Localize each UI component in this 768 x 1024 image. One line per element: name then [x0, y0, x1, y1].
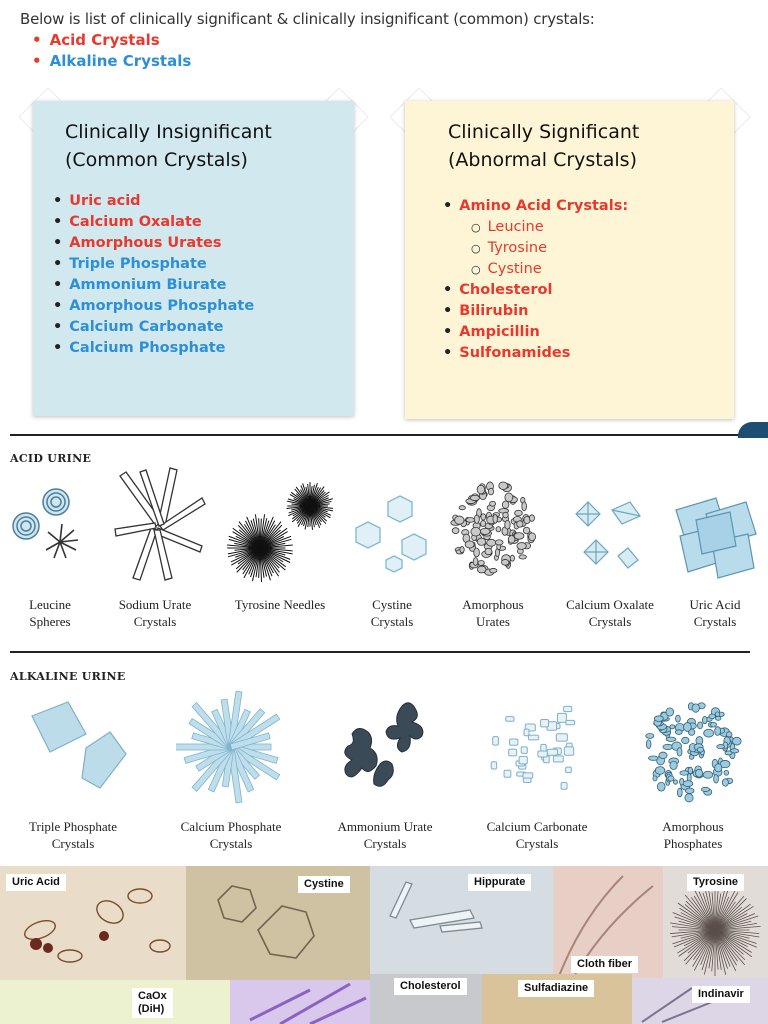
bullet-icon: • [32, 52, 42, 70]
sodium-urate-icon [110, 466, 210, 586]
tyrosine-needles-icon [224, 476, 336, 592]
ammonium-urate-icon [332, 694, 440, 804]
caption-amorphous-urates: Amorphous Urates [462, 597, 524, 629]
alkaline-urine-label: ALKALINE URINE [10, 670, 126, 683]
insignificant-title [65, 118, 272, 174]
list-item: • Ampicillin [443, 324, 540, 340]
list-item: • Cholesterol [443, 282, 553, 298]
triple-phosphate-icon [22, 696, 132, 796]
list-item: • Calcium Oxalate [53, 214, 202, 230]
caption-leucine: Leucine Spheres [29, 597, 71, 629]
photo-hippurate [370, 866, 553, 974]
list-item: • Bilirubin [443, 303, 529, 319]
title-line: (Abnormal Crystals) [448, 149, 637, 171]
insignificant-list [53, 191, 254, 359]
purple-crystals-photo-icon [230, 980, 370, 1024]
caption-calcium-carbonate: Calcium Carbonate Crystals [486, 819, 588, 851]
list-sub-item: ○ Tyrosine [471, 240, 547, 256]
photo-caox [0, 980, 230, 1024]
calcium-carbonate-icon [484, 696, 584, 792]
section-divider [10, 434, 740, 436]
title-line: Clinically Significant [448, 121, 640, 143]
list-item: • Ammonium Biurate [53, 277, 227, 293]
caption-triple-phosphate: Triple Phosphate Crystals [29, 819, 117, 851]
list-sub-item: ○ Leucine [471, 219, 544, 235]
uric-acid-icon [666, 490, 762, 590]
list-sub-item: ○ Cystine [471, 261, 542, 277]
list-item: • Amino Acid Crystals: [443, 198, 629, 214]
list-item: • Calcium Carbonate [53, 319, 224, 335]
photo-label: Cystine [298, 876, 350, 893]
list-item: • Sulfonamides [443, 345, 571, 361]
list-item: • Amorphous Urates [53, 235, 222, 251]
amorphous-urates-icon [448, 478, 538, 578]
caption-calcium-phosphate: Calcium Phosphate Crystals [180, 819, 282, 851]
photo-label: Sulfadiazine [518, 980, 594, 997]
photo-uric-acid [0, 866, 186, 980]
caption-ammonium-urate: Ammonium Urate Crystals [337, 819, 433, 851]
photo-label: Indinavir [692, 986, 750, 1003]
calcium-phosphate-icon [176, 686, 286, 810]
section-divider [10, 651, 750, 653]
photo-cholesterol [370, 974, 482, 1024]
significant-title [448, 118, 639, 174]
significant-card [405, 101, 734, 419]
legend-label: Alkaline Crystals [49, 52, 192, 70]
photo-cloth-fiber [553, 866, 663, 978]
caption-amorphous-phosphates: Amorphous Phosphates [662, 819, 724, 851]
photo-label: Cloth fiber [571, 956, 638, 973]
acid-urine-label: ACID URINE [10, 452, 92, 465]
photo-label: CaOx (DiH) [132, 988, 173, 1018]
photo-indinavir [632, 978, 768, 1024]
photo-sulfadiazine [482, 974, 632, 1024]
title-line: (Common Crystals) [65, 149, 248, 171]
cystine-crystals-icon [348, 490, 438, 580]
photo-purple-crystals [230, 980, 370, 1024]
caption-sodium-urate: Sodium Urate Crystals [118, 597, 192, 629]
caption-cystine: Cystine Crystals [370, 597, 414, 629]
significant-list [443, 196, 628, 364]
insignificant-card [33, 101, 354, 416]
caption-tyrosine: Tyrosine Needles [234, 597, 326, 612]
caption-uric-acid: Uric Acid Crystals [689, 597, 741, 629]
photo-label: Uric Acid [6, 874, 66, 891]
list-item: • Triple Phosphate [53, 256, 207, 272]
amorphous-phosphates-icon [640, 696, 744, 806]
intro-text: Below is list of clinically significant & clinically insignificant (common) crystals: [20, 10, 595, 28]
legend-list [32, 30, 191, 72]
photo-label: Cholesterol [394, 978, 467, 995]
list-item: • Amorphous Phosphate [53, 298, 255, 314]
title-line: Clinically Insignificant [65, 121, 272, 143]
list-item: • Calcium Phosphate [53, 340, 226, 356]
caption-calcium-oxalate: Calcium Oxalate Crystals [566, 597, 654, 629]
photo-label: Hippurate [468, 874, 531, 891]
scroll-marker [738, 422, 768, 438]
photo-label: Tyrosine [687, 874, 744, 891]
calcium-oxalate-icon [566, 496, 646, 586]
photo-tyrosine [663, 866, 768, 978]
list-item: • Uric acid [53, 193, 141, 209]
leucine-spheres-icon [8, 480, 88, 570]
legend-item-alkaline [32, 51, 191, 72]
photo-cystine [186, 866, 370, 980]
legend-label: Acid Crystals [49, 31, 160, 49]
legend-item-acid [32, 30, 191, 51]
bullet-icon: • [32, 31, 42, 49]
